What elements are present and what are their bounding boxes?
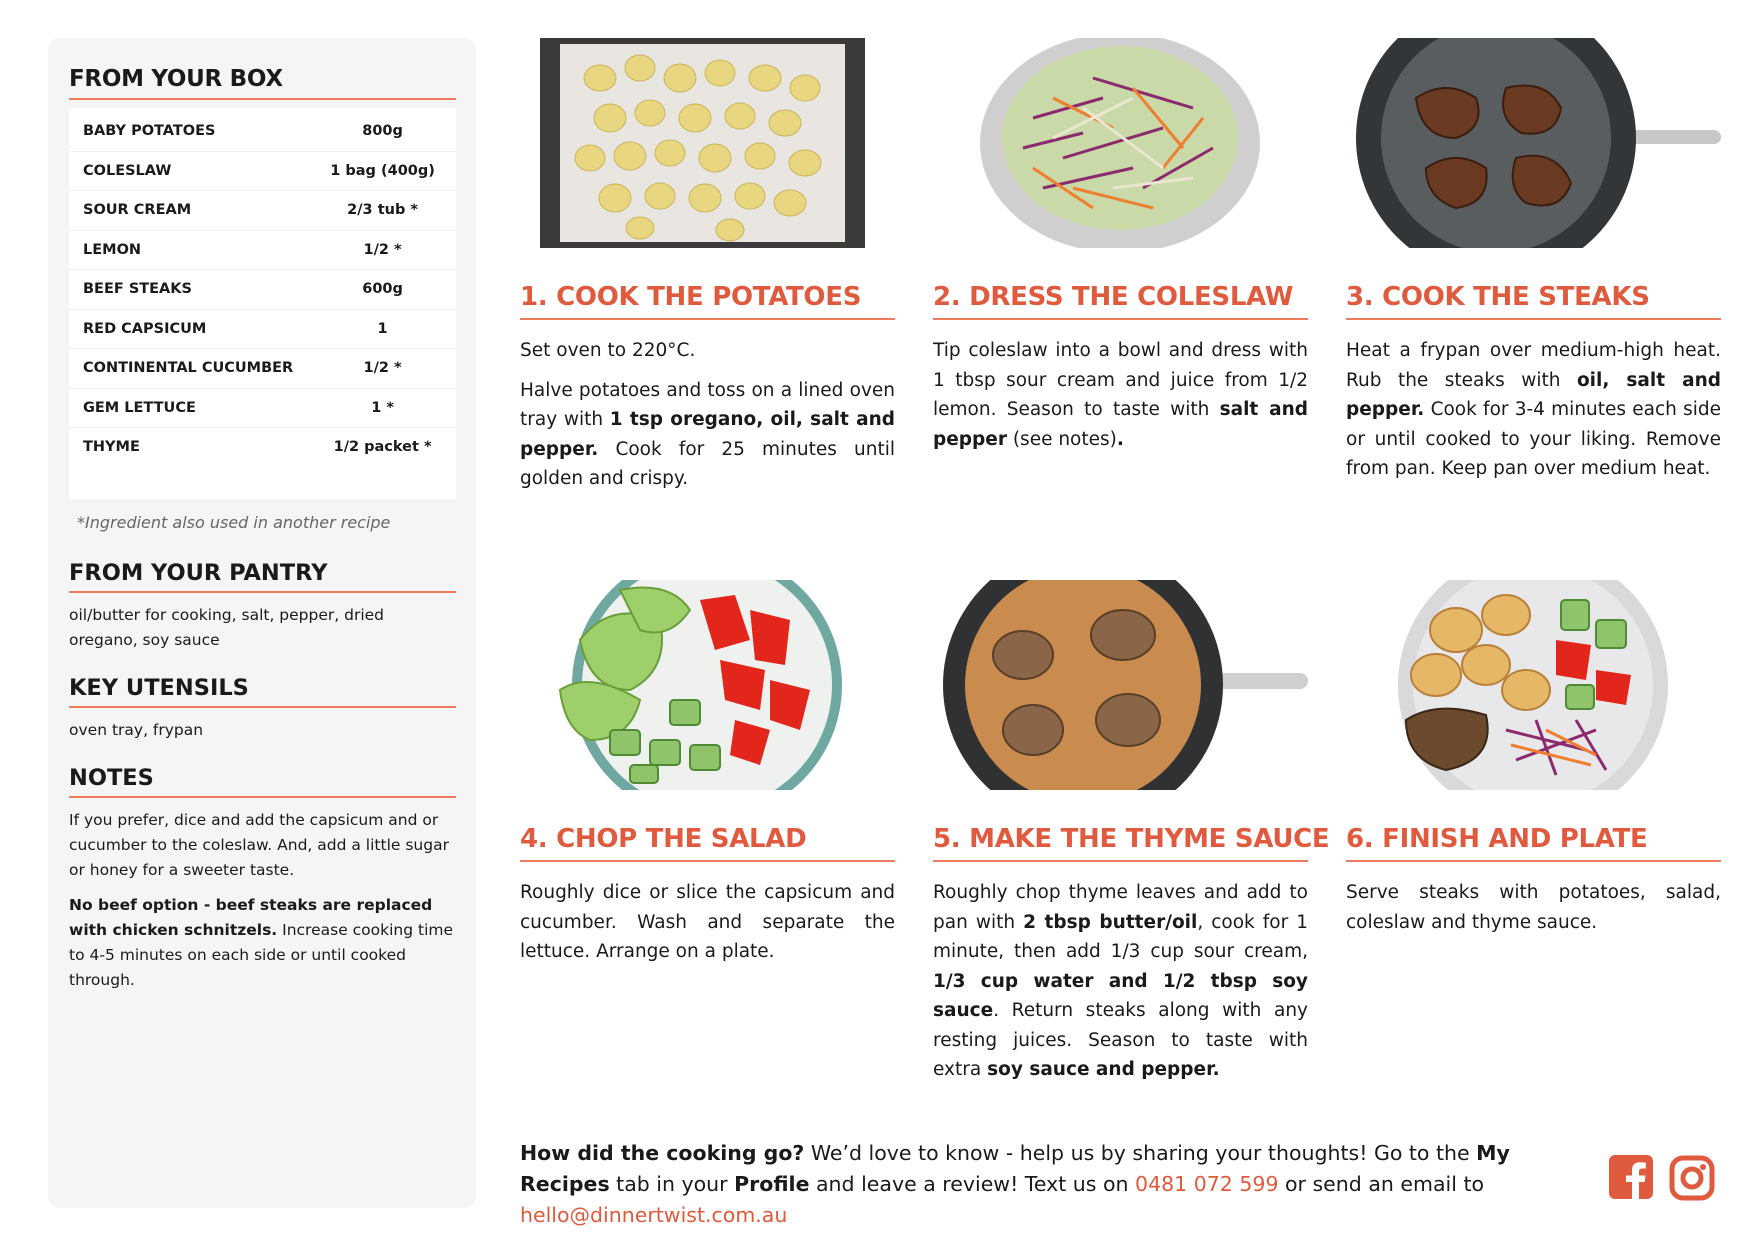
step-title: 3. COOK THE STEAKS: [1346, 282, 1721, 320]
step-paragraph: Roughly dice or slice the capsicum and cucumber. Wash and separate the lettuce. Arrange on a plate.: [520, 882, 895, 962]
ingredient-row: [69, 270, 456, 310]
step-text: Cook for 3-4 minutes each side or until cooked to your liking. Remove from pan. Keep pan over medium heat.: [1346, 399, 1721, 479]
step-bold: .: [1116, 428, 1124, 450]
step-1: [520, 38, 895, 504]
step-bold: soy sauce and pepper.: [987, 1059, 1220, 1080]
facebook-icon[interactable]: [1609, 1155, 1653, 1199]
utensils-title: KEY UTENSILS: [69, 675, 456, 708]
ingredient-row: [69, 428, 456, 467]
ingredient-qty: 1 bag (400g): [330, 162, 435, 179]
notes-bold: No beef option - beef steaks are replaced with chicken schnitzels.: [69, 895, 433, 939]
ingredient-qty: 1: [377, 320, 388, 337]
ingredient-row: [69, 152, 456, 192]
step-paragraph: Serve steaks with potatoes, salad, coleslaw and thyme sauce.: [1346, 882, 1721, 933]
step-bold: oil, salt and pepper.: [1346, 369, 1721, 420]
ingredient-name: BABY POTATOES: [83, 123, 216, 140]
step-4: [520, 580, 895, 977]
step-title: 2. DRESS THE COLESLAW: [933, 282, 1308, 320]
ingredient-table: [69, 108, 456, 499]
notes-title: NOTES: [69, 765, 456, 798]
ingredient-name: CONTINENTAL CUCUMBER: [83, 360, 294, 377]
phone-link[interactable]: 0481 072 599: [1135, 1172, 1279, 1196]
step-3: [1346, 38, 1721, 494]
instagram-icon[interactable]: [1669, 1155, 1715, 1201]
step-text: Tip coleslaw into a bowl and dress with 1 tbsp sour cream and juice from 1/2 lemon. Season to taste with: [933, 340, 1308, 420]
step-bold: 2 tbsp butter/oil: [1023, 911, 1198, 933]
step-title: 1. COOK THE POTATOES: [520, 282, 895, 320]
ingredient-name: THYME: [83, 439, 140, 456]
coleslaw-bowl-image: [933, 38, 1308, 248]
step-bold: 1 tsp oregano, oil, salt and pepper.: [520, 409, 896, 460]
ingredient-row: [69, 389, 456, 429]
step-text: Heat a frypan over medium-high heat. Rub the steaks with: [1346, 340, 1721, 391]
footer-text: We’d love to know - help us by sharing your thoughts! Go to the: [804, 1141, 1477, 1165]
ingredient-name: LEMON: [83, 241, 142, 258]
salad-plate-image: [520, 580, 895, 790]
notes-text-rest: Increase cooking time to 4-5 minutes on each side or until cooked through.: [69, 920, 454, 989]
ingredient-name: RED CAPSICUM: [83, 320, 207, 337]
ingredients-sidebar: [48, 38, 476, 1208]
step-paragraph: [520, 376, 895, 494]
ingredient-row: [69, 191, 456, 231]
notes-text: [69, 808, 456, 993]
ingredient-row: [69, 112, 456, 152]
ingredient-qty: 1/2 *: [363, 360, 402, 377]
step-body: [933, 878, 1308, 1085]
step-paragraph: [1346, 336, 1721, 484]
thyme-sauce-pan-image: [933, 580, 1308, 790]
utensils-text: oven tray, frypan: [69, 720, 204, 739]
step-text: (see notes): [1006, 428, 1117, 450]
step-bold: salt and pepper: [933, 399, 1308, 450]
step-6: [1346, 580, 1721, 947]
step-text: Halve potatoes and toss on a lined oven tray with: [520, 379, 895, 430]
notes-paragraph: [69, 893, 456, 993]
utensils-section: [69, 675, 456, 743]
step-paragraph: Set oven to 220°C.: [520, 340, 696, 361]
step-body: [1346, 336, 1721, 484]
step-body: [933, 336, 1308, 454]
my-recipes-label: My Recipes: [520, 1141, 1510, 1196]
step-text: . Return steaks along with any resting juices. Season to taste with extra: [933, 1000, 1308, 1080]
footer-text: and leave a review! Text us on: [809, 1172, 1136, 1196]
notes-paragraph: If you prefer, dice and add the capsicum and or cucumber to the coleslaw. And, add a little sugar or honey for a sweeter taste.: [69, 810, 449, 879]
box-title: FROM YOUR BOX: [69, 66, 456, 100]
pantry-title: FROM YOUR PANTRY: [69, 560, 456, 593]
ingredient-note: *Ingredient also used in another recipe: [77, 512, 391, 532]
footer-text: or send an email to: [1278, 1172, 1485, 1196]
step-text: Roughly chop thyme leaves and add to pan with: [933, 882, 1308, 933]
step-bold: 1/3 cup water and 1/2 tbsp soy sauce: [933, 970, 1308, 1021]
profile-label: Profile: [734, 1172, 810, 1196]
ingredient-qty: 600g: [362, 281, 403, 298]
ingredient-name: COLESLAW: [83, 162, 172, 179]
step-body: [1346, 878, 1721, 937]
email-link[interactable]: hello@dinnertwist.com.au: [520, 1203, 788, 1227]
footer-question: How did the cooking go?: [520, 1141, 805, 1165]
step-body: [520, 336, 895, 494]
step-2: [933, 38, 1308, 464]
notes-section: [69, 765, 456, 993]
steaks-frypan-image: [1346, 38, 1721, 248]
step-text: Cook for 25 minutes until golden and crispy.: [520, 438, 895, 489]
step-paragraph: [933, 878, 1308, 1085]
potatoes-tray-image: [520, 38, 895, 248]
step-5: [933, 580, 1330, 1095]
step-title: 5. MAKE THE THYME SAUCE: [933, 824, 1308, 862]
finished-plate-image: [1346, 580, 1721, 790]
step-title: 4. CHOP THE SALAD: [520, 824, 895, 862]
ingredient-qty: 1/2 *: [363, 241, 402, 258]
ingredient-qty: 1 *: [371, 399, 394, 416]
step-text: , cook for 1 minute, then add 1/3 cup sour cream,: [933, 911, 1308, 962]
pantry-text: oil/butter for cooking, salt, pepper, dried oregano, soy sauce: [69, 605, 385, 649]
ingredient-row: [69, 231, 456, 271]
ingredient-qty: 2/3 tub *: [347, 202, 418, 219]
pantry-section: [69, 560, 456, 653]
ingredient-row: [69, 310, 456, 350]
ingredient-row: [69, 349, 456, 389]
ingredient-name: BEEF STEAKS: [83, 281, 192, 298]
step-body: [520, 878, 895, 967]
ingredient-qty: 800g: [362, 123, 403, 140]
ingredient-qty: 1/2 packet *: [333, 439, 432, 456]
step-paragraph: [933, 336, 1308, 454]
step-title: 6. FINISH AND PLATE: [1346, 824, 1721, 862]
ingredient-name: SOUR CREAM: [83, 202, 192, 219]
ingredient-name: GEM LETTUCE: [83, 399, 196, 416]
footer-text: tab in your: [609, 1172, 735, 1196]
review-footer: [520, 1138, 1600, 1231]
